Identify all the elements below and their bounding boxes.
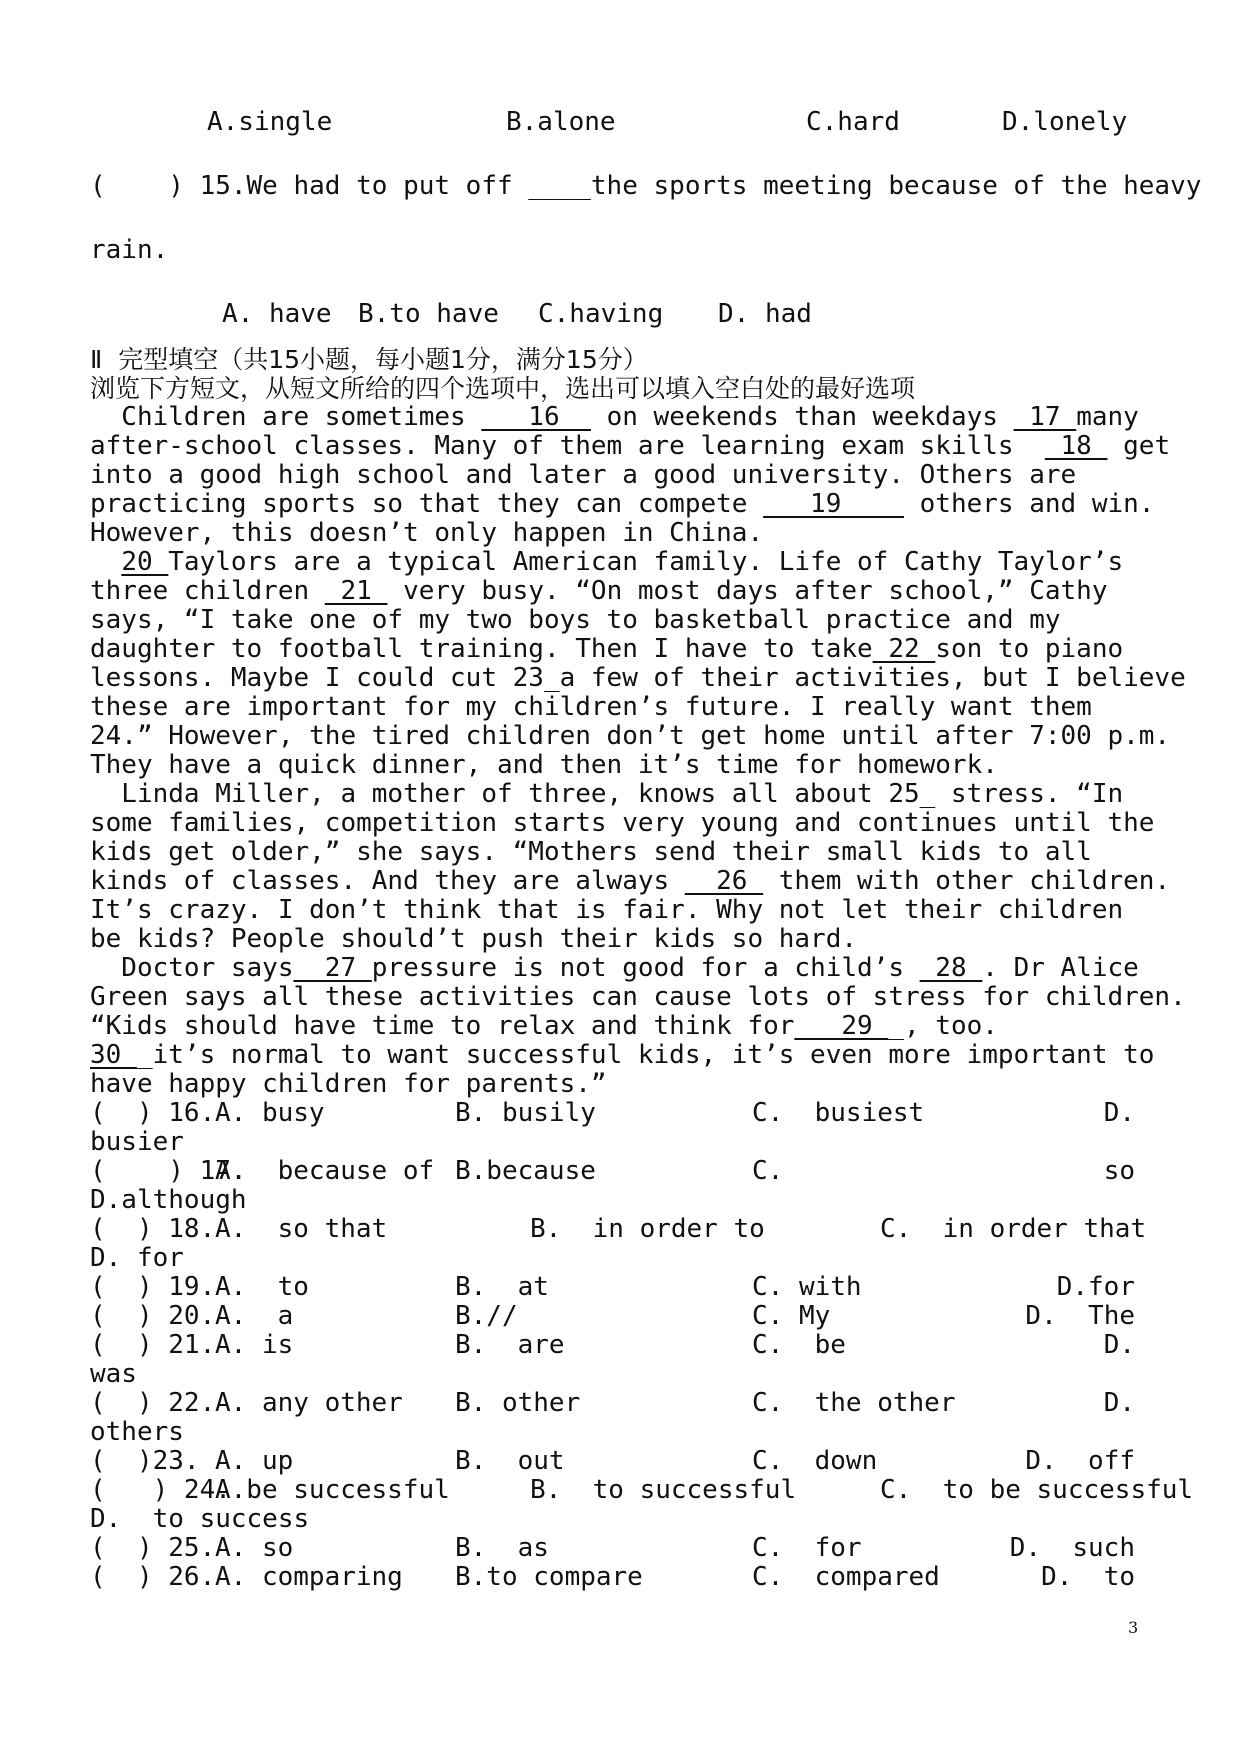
passage-line <box>90 663 1186 693</box>
passage-line <box>90 896 1152 925</box>
answer-option: B.because <box>455 1156 596 1186</box>
passage-text: kinds of classes. And they are always <box>90 866 685 896</box>
passage-text: have happy children for parents.” <box>90 1069 607 1099</box>
answer-option: C. to be successful <box>880 1475 1194 1505</box>
passage-line <box>90 548 1152 577</box>
answer-option: A. is <box>215 1330 294 1360</box>
answer-option: C. My <box>752 1301 831 1331</box>
passage-text: They have a quick dinner, and then it’s time for homework. <box>90 750 998 780</box>
answer-option: D.for <box>1056 1272 1135 1302</box>
answer-option: A. any other <box>215 1388 403 1418</box>
answer-option: B. busily <box>455 1098 596 1128</box>
passage-line <box>90 403 1152 432</box>
answer-option: D. off <box>1025 1446 1135 1476</box>
passage-text: lessons. Maybe I could cut 23_a few of their activities, but I believe <box>90 663 1186 693</box>
passage-line <box>90 1012 1152 1041</box>
passage-line <box>90 1040 1155 1070</box>
blank: _21_ <box>324 576 388 606</box>
answer-option: A. busy <box>215 1098 325 1128</box>
q14-option-d: D.lonely <box>1002 107 1128 137</box>
answer-option: B. in order to <box>530 1214 765 1244</box>
passage-line <box>90 489 1155 519</box>
question-number: ( ) 24. <box>90 1475 231 1505</box>
blank: ___16__ <box>481 402 591 432</box>
answer-option-wrapped: was <box>90 1359 137 1389</box>
passage-text: very busy. “On most days after school,” Cathy <box>387 576 1108 606</box>
question-number: ( ) 16. <box>90 1098 216 1128</box>
answer-option-wrapped: D. to success <box>90 1504 310 1534</box>
answer-option: B. to successful <box>530 1475 797 1505</box>
passage-line <box>90 954 1152 983</box>
answer-option: A. so <box>215 1533 294 1563</box>
question-number: ( ) 18. <box>90 1214 216 1244</box>
answer-option: D. to <box>1041 1562 1135 1592</box>
answer-option: A. to <box>215 1272 309 1302</box>
answer-option: B. other <box>455 1388 581 1418</box>
answer-option: C. down <box>752 1446 878 1476</box>
q14-option-b: B.alone <box>506 107 616 137</box>
passage-text: into a good high school and later a good university. Others are <box>90 460 1077 490</box>
passage-text: after-school classes. Many of them are learning exam skills <box>90 431 1045 461</box>
q14-option-c: C.hard <box>806 107 900 137</box>
passage-text: Doctor says <box>90 953 294 983</box>
answer-option: B.to compare <box>455 1562 643 1592</box>
answer-option: A.be successful <box>215 1475 450 1505</box>
question-number: ( ) 25. <box>90 1533 216 1563</box>
answer-option: C. <box>752 1156 784 1186</box>
passage-line <box>90 606 1152 635</box>
passage-text: _it’s normal to want successful kids, it’s even more important to <box>136 1040 1155 1070</box>
answer-option: B. are <box>455 1330 565 1360</box>
blank: _22_ <box>872 634 936 664</box>
answer-option: C. for <box>752 1533 862 1563</box>
blank: 20_ <box>121 547 169 577</box>
q15-stem-continued: rain. <box>90 235 169 265</box>
answer-option: A. so that <box>215 1214 388 1244</box>
passage-line <box>90 1070 1152 1099</box>
passage-line <box>90 838 1152 867</box>
passage-line <box>90 866 1171 896</box>
question-number: ( ) 19. <box>90 1272 216 1302</box>
answer-option: D. <box>1103 1330 1135 1360</box>
answer-option: C. busiest <box>752 1098 925 1128</box>
passage-text: them with other children. <box>763 866 1171 896</box>
q15-option-d: D. had <box>718 299 812 329</box>
answer-option: B. at <box>455 1272 549 1302</box>
q15-option-c: C.having <box>538 299 664 329</box>
blank: __26_ <box>684 866 764 896</box>
passage-line <box>90 519 1152 548</box>
passage-text: says, “I take one of my two boys to basketball practice and my <box>90 605 1061 635</box>
answer-option-wrapped: D.although <box>90 1185 247 1215</box>
section-instruction: 浏览下方短文，从短文所给的四个选项中，选出可以填入空白处的最好选项 <box>90 374 916 403</box>
answer-option: D. <box>1103 1388 1135 1418</box>
passage-text: Green says all these activities can cause lots of stress for children. <box>90 982 1186 1012</box>
blank: _17_ <box>1013 402 1077 432</box>
question-number: ( ) 20. <box>90 1301 216 1331</box>
passage-text: these are important for my children’s future. I really want them <box>90 692 1092 722</box>
blank: ___29_ <box>794 1011 889 1041</box>
answer-option: B.// <box>455 1301 518 1331</box>
question-number: ( ) 26. <box>90 1562 216 1592</box>
passage-text: son to piano <box>935 634 1124 664</box>
question-number: ( )23. <box>90 1446 200 1476</box>
passage-text: be kids? People should’t push their kids so hard. <box>90 924 858 954</box>
passage-text: kids get older,” she says. “Mothers send their small kids to all <box>90 837 1092 867</box>
passage-text: three children <box>90 576 325 606</box>
q15-option-a: A. have <box>222 299 332 329</box>
passage-line <box>90 925 1152 954</box>
answer-option: C. with <box>752 1272 862 1302</box>
passage-text: Linda Miller, a mother of three, knows all about 25_ stress. “In <box>90 779 1124 809</box>
passage-text: “Kids should have time to relax and think for <box>90 1011 795 1041</box>
q14-option-a: A.single <box>207 107 333 137</box>
passage-text: pressure is not good for a child’s <box>371 953 920 983</box>
question-number: ( ) 21. <box>90 1330 216 1360</box>
passage-line <box>90 431 1171 461</box>
answer-option-wrapped: others <box>90 1417 184 1447</box>
question-number: ( ) 17. <box>90 1156 247 1186</box>
passage-text: Children are sometimes <box>90 402 482 432</box>
answer-option: A. a <box>215 1301 294 1331</box>
answer-option: A. comparing <box>215 1562 403 1592</box>
blank: _18_ <box>1044 431 1108 461</box>
passage-text: _, too. <box>888 1011 998 1041</box>
answer-option: B. as <box>455 1533 549 1563</box>
passage-line <box>90 751 1152 780</box>
blank: _28_ <box>919 953 983 983</box>
blank: __27_ <box>293 953 372 983</box>
page-number: 3 <box>1128 1618 1139 1637</box>
answer-option: D. The <box>1025 1301 1135 1331</box>
q15-stem: ( ) 15.We had to put off ____the sports meeting because of the heavy <box>90 171 1202 201</box>
section-heading: Ⅱ 完型填空（共15小题，每小题1分，满分15分） <box>90 345 648 374</box>
answer-option: C. be <box>752 1330 846 1360</box>
passage-text: It’s crazy. I don’t think that is fair. Why not let their children <box>90 895 1124 925</box>
answer-option: D. <box>1103 1098 1135 1128</box>
question-number: ( ) 22. <box>90 1388 216 1418</box>
passage-text: 24.” However, the tired children don’t get home until after 7:00 p.m. <box>90 721 1171 751</box>
passage-line <box>90 461 1152 490</box>
answer-option: C. the other <box>752 1388 956 1418</box>
passage-text: practicing sports so that they can compete <box>90 489 764 519</box>
answer-option: C. in order that <box>880 1214 1147 1244</box>
passage-text: many <box>1076 402 1139 432</box>
q15-option-b: B.to have <box>358 299 499 329</box>
passage-text: get <box>1107 431 1171 461</box>
answer-option-wrapped: busier <box>90 1127 184 1157</box>
passage-text: . Dr Alice <box>982 953 1139 983</box>
answer-option: B. out <box>455 1446 565 1476</box>
passage-text: others and win. <box>903 489 1155 519</box>
answer-option-wrapped: D. for <box>90 1243 184 1273</box>
passage-text: on weekends than weekdays <box>590 402 1014 432</box>
passage-text: daughter to football training. Then I have to take <box>90 634 873 664</box>
passage-line <box>90 982 1186 1012</box>
blank: 30_ <box>90 1040 137 1070</box>
passage-line <box>90 577 1152 606</box>
passage-text <box>90 547 121 577</box>
answer-option: D. such <box>1009 1533 1135 1563</box>
passage-line <box>90 780 1152 809</box>
answer-option: A. because of <box>215 1156 435 1186</box>
passage-line <box>90 721 1171 751</box>
passage-line <box>90 635 1152 664</box>
passage-text: some families, competition starts very young and continues until the <box>90 808 1155 838</box>
blank: ___19____ <box>763 489 904 519</box>
answer-option: C. compared <box>752 1562 940 1592</box>
passage-text: However, this doesn’t only happen in China. <box>90 518 764 548</box>
passage-line <box>90 808 1155 838</box>
answer-option: A. up <box>215 1446 294 1476</box>
passage-line <box>90 693 1152 722</box>
answer-option: so <box>1103 1156 1135 1186</box>
passage-text: Taylors are a typical American family. Life of Cathy Taylor’s <box>168 547 1124 577</box>
